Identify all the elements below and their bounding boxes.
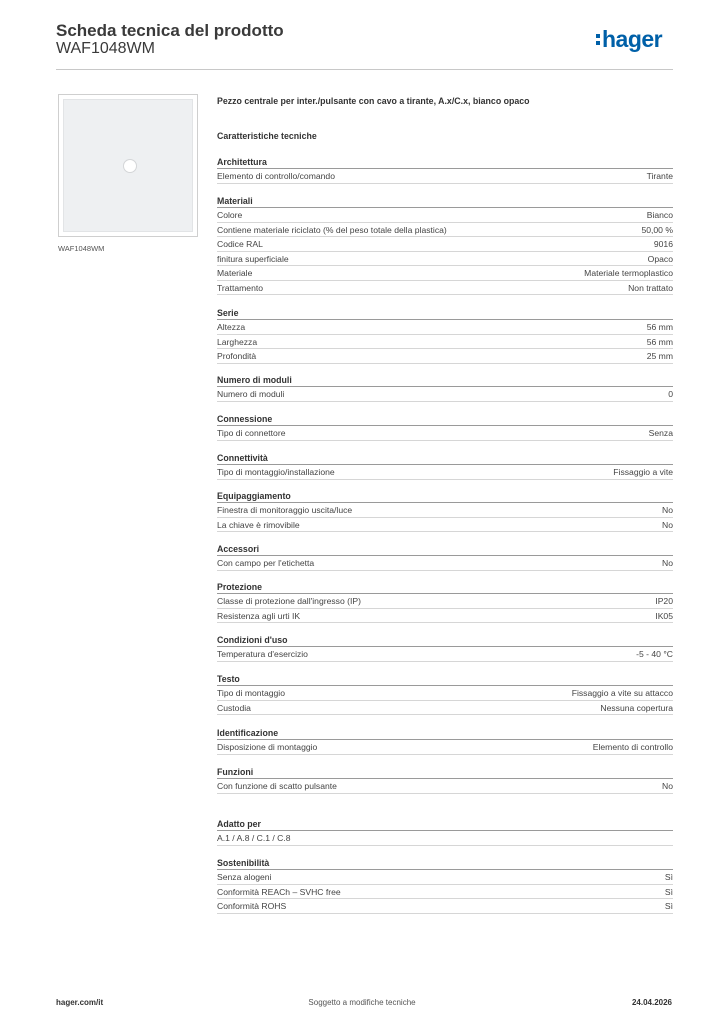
spec-value: No — [662, 558, 673, 568]
section-title: Sostenibilità — [217, 856, 673, 870]
product-image — [58, 94, 198, 237]
spec-row — [217, 647, 673, 662]
section-title: Funzioni — [217, 765, 673, 779]
section-title: Accessori — [217, 542, 673, 556]
spec-row — [217, 281, 673, 296]
footer-date: 24.04.2026 — [631, 998, 672, 1007]
spec-value: Sì — [664, 886, 673, 897]
logo-text: hager — [602, 26, 663, 52]
hager-logo-icon — [596, 25, 676, 59]
spec-row — [217, 237, 673, 252]
spec-value: 0 — [668, 389, 673, 399]
spec-row — [217, 252, 673, 267]
spec-value: No — [662, 519, 673, 530]
section-title: Protezione — [217, 580, 673, 594]
spec-section — [217, 726, 673, 755]
spec-row — [217, 426, 673, 441]
footer-notice: Soggetto a modifiche tecniche — [308, 998, 416, 1007]
spec-label: Disposizione di montaggio — [217, 742, 318, 752]
spec-row — [217, 387, 673, 402]
spec-label: Senza alogeni — [217, 872, 272, 882]
spec-label: Trattamento — [217, 282, 264, 293]
section-title: Numero di moduli — [217, 373, 673, 387]
spec-value: Bianco — [646, 210, 673, 220]
spec-label: La chiave è rimovibile — [217, 519, 300, 530]
spec-section — [217, 194, 673, 295]
spec-label: Conformità REACh – SVHC free — [217, 886, 341, 897]
spec-row — [217, 740, 673, 755]
spec-value: Fissaggio a vite su attacco — [571, 688, 673, 698]
product-description: Pezzo centrale per inter./pulsante con cavo a tirante, A.x/C.x, bianco opaco — [217, 96, 530, 106]
spec-label: Altezza — [217, 322, 246, 332]
spec-row — [217, 870, 673, 885]
spec-row — [217, 556, 673, 571]
section-title: Connettività — [217, 451, 673, 465]
spec-section — [217, 306, 673, 364]
spec-label: Codice RAL — [217, 239, 263, 249]
spec-section — [217, 489, 673, 532]
spec-label: Con campo per l'etichetta — [217, 558, 315, 568]
spec-label: Colore — [217, 210, 243, 220]
spec-label: finitura superficiale — [217, 253, 289, 264]
page-title: Scheda tecnica del prodotto — [56, 21, 284, 40]
spec-value: Non trattato — [628, 282, 673, 293]
spec-value: -5 - 40 °C — [636, 649, 673, 659]
spec-section — [217, 580, 673, 623]
spec-row — [217, 503, 673, 518]
spec-value: Opaco — [647, 253, 673, 264]
spec-row — [217, 320, 673, 335]
spec-label: Larghezza — [217, 336, 258, 347]
spec-label: Tipo di montaggio/installazione — [217, 467, 335, 477]
spec-value: 9016 — [653, 239, 673, 249]
spec-value: 56 mm — [646, 336, 673, 347]
section-title: Connessione — [217, 412, 673, 426]
spec-row — [217, 335, 673, 350]
spec-label: Temperatura d'esercizio — [217, 649, 308, 659]
spec-row — [217, 779, 673, 794]
spec-section — [217, 672, 673, 715]
spec-value: Elemento di controllo — [592, 742, 673, 752]
spec-section — [217, 155, 673, 184]
spec-section — [217, 373, 673, 402]
product-code: WAF1048WM — [56, 40, 155, 57]
spec-label: Custodia — [217, 702, 251, 713]
spec-section — [217, 765, 673, 794]
section-title: Adatto per — [217, 817, 673, 831]
spec-row — [217, 686, 673, 701]
spec-section — [217, 412, 673, 441]
spec-label: Conformità ROHS — [217, 901, 287, 911]
specs-heading: Caratteristiche tecniche — [217, 131, 317, 141]
spec-row — [217, 899, 673, 914]
spec-label: Con funzione di scatto pulsante — [217, 781, 337, 791]
spec-row — [217, 208, 673, 223]
spec-value: Materiale termoplastico — [584, 268, 673, 278]
spec-row — [217, 349, 673, 364]
spec-section — [217, 633, 673, 662]
spec-label: Elemento di controllo/comando — [217, 171, 335, 181]
spec-value: 56 mm — [646, 322, 673, 332]
spec-value: No — [662, 505, 673, 515]
spec-value: Nessuna copertura — [600, 702, 673, 713]
cord-hole — [123, 159, 137, 173]
spec-value: No — [662, 781, 673, 791]
spec-value: 50,00 % — [641, 224, 673, 235]
spec-row — [217, 701, 673, 716]
spec-label: Numero di moduli — [217, 389, 285, 399]
image-caption: WAF1048WM — [58, 244, 105, 253]
spec-value: IK05 — [655, 610, 673, 621]
section-title: Testo — [217, 672, 673, 686]
spec-row — [217, 223, 673, 238]
spec-label: Tipo di connettore — [217, 428, 286, 438]
spec-section — [217, 451, 673, 480]
spec-section — [217, 542, 673, 571]
spec-value: Sì — [664, 901, 673, 911]
spec-row — [217, 594, 673, 609]
spec-label: A.1 / A.8 / C.1 / C.8 — [217, 833, 291, 843]
spec-row — [217, 169, 673, 184]
header-divider — [56, 69, 673, 70]
spec-label: Profondità — [217, 351, 257, 361]
spec-section — [217, 817, 673, 846]
section-title: Architettura — [217, 155, 673, 169]
spec-value: Tirante — [646, 171, 673, 181]
spec-value: Sì — [664, 872, 673, 882]
section-title: Identificazione — [217, 726, 673, 740]
spec-value: Fissaggio a vite — [613, 467, 673, 477]
spec-row — [217, 518, 673, 533]
spec-row — [217, 885, 673, 900]
spec-value: 25 mm — [646, 351, 673, 361]
spec-row — [217, 831, 673, 846]
section-title: Serie — [217, 306, 673, 320]
spec-section — [217, 856, 673, 914]
spec-label: Classe di protezione dall'ingresso (IP) — [217, 596, 361, 606]
spec-value: Senza — [648, 428, 673, 438]
spec-row — [217, 609, 673, 624]
spec-label: Tipo di montaggio — [217, 688, 285, 698]
footer-website[interactable]: hager.com/it — [56, 998, 104, 1007]
spec-value: IP20 — [655, 596, 673, 606]
spec-row — [217, 465, 673, 480]
section-title: Materiali — [217, 194, 673, 208]
spec-row — [217, 266, 673, 281]
spec-label: Resistenza agli urti IK — [217, 610, 301, 621]
spec-label: Contiene materiale riciclato (% del peso totale della plastica) — [217, 224, 447, 235]
spec-label: Finestra di monitoraggio uscita/luce — [217, 505, 353, 515]
section-title: Condizioni d'uso — [217, 633, 673, 647]
spec-label: Materiale — [217, 268, 253, 278]
section-title: Equipaggiamento — [217, 489, 673, 503]
